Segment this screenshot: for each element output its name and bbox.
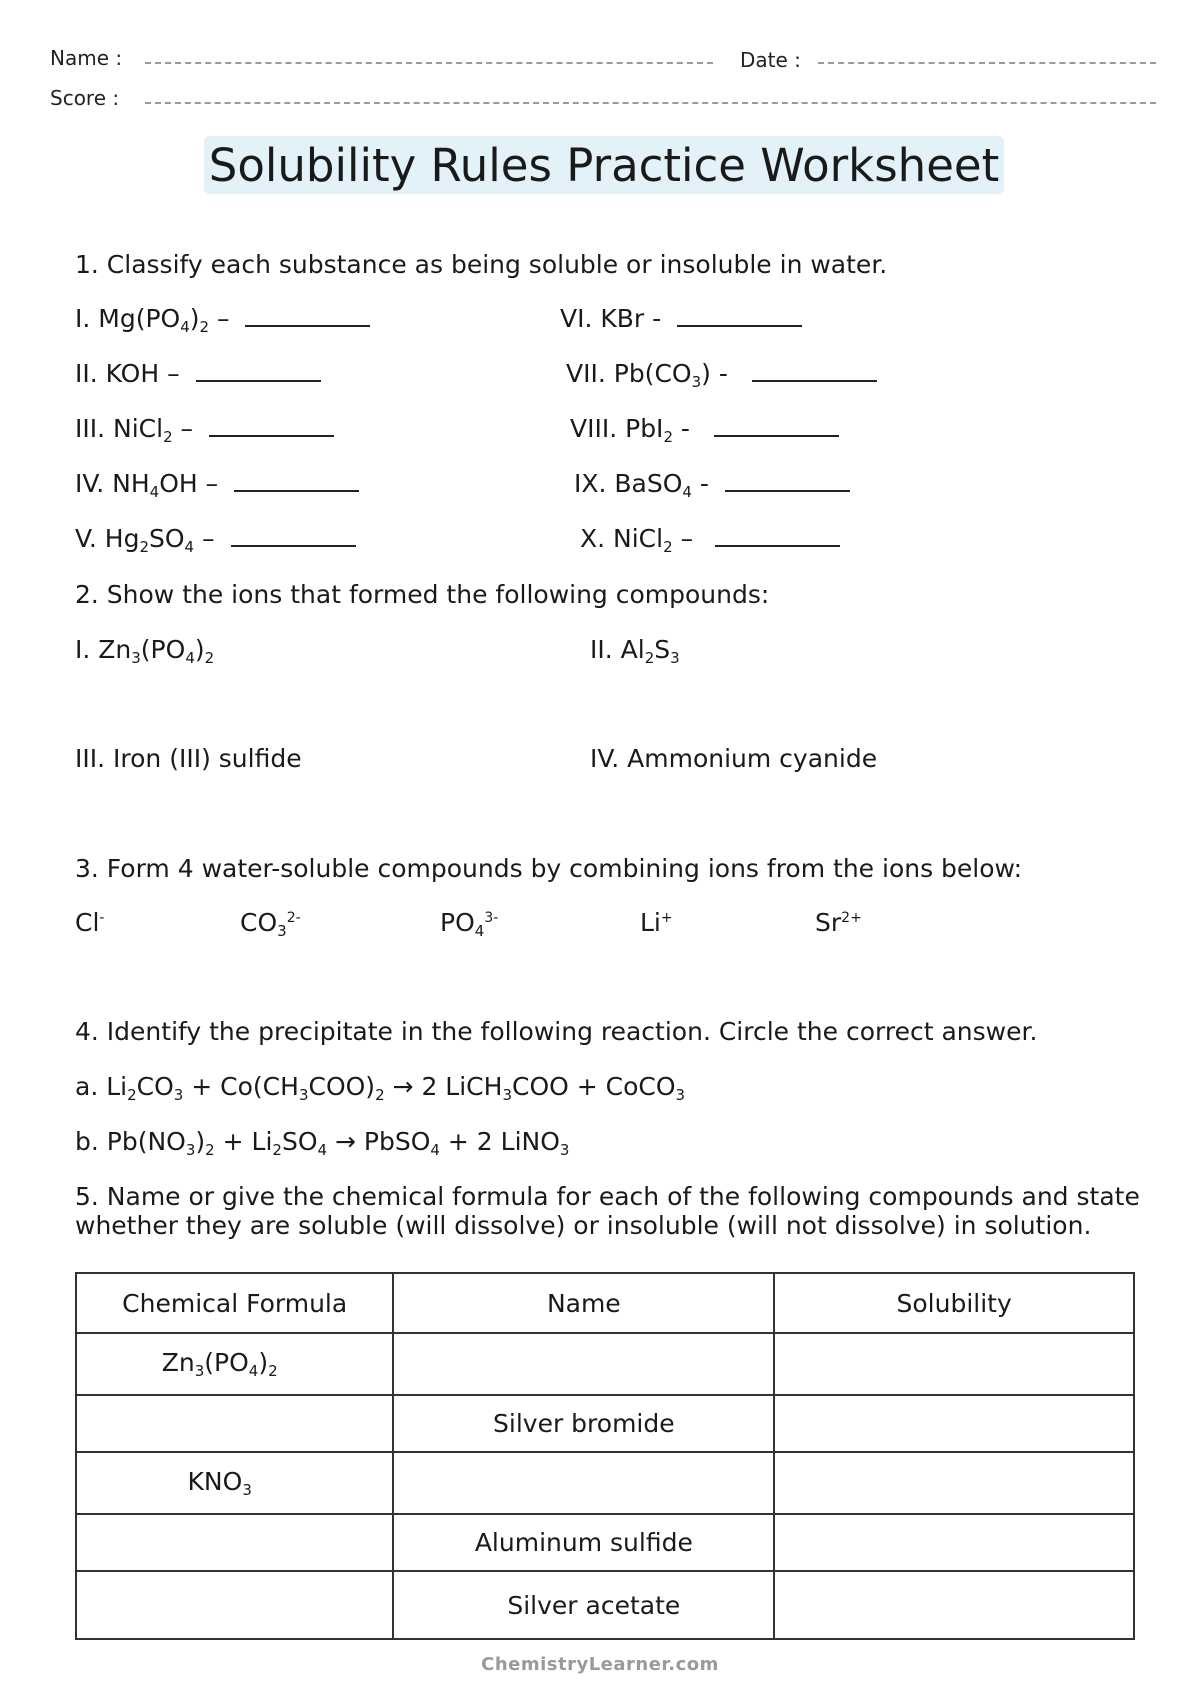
table-row (76, 1395, 1134, 1452)
answer-blank[interactable] (752, 360, 877, 382)
ion-carbonate: $CO_3^{2-}$ (240, 908, 301, 940)
q3-prompt: 3. Form 4 water-soluble compounds by combining ions from the ions below: (75, 854, 1023, 883)
q4-reaction-a: a. $Li_2CO_3 + Co(CH_3COO)_2 \to 2$ LiCH$_3$COO + CoCO$_3$ (75, 1072, 686, 1104)
answer-blank[interactable] (234, 470, 359, 492)
formula-cell[interactable] (76, 1395, 393, 1452)
solubility-cell[interactable] (774, 1571, 1134, 1639)
ion-phosphate: $PO_4^{3-}$ (440, 908, 499, 940)
answer-blank[interactable] (677, 305, 802, 327)
table-row (76, 1514, 1134, 1571)
answer-blank[interactable] (231, 525, 356, 547)
name-cell[interactable] (393, 1452, 774, 1514)
answer-blank[interactable] (209, 415, 334, 437)
q1-item-2: II. KOH – (75, 359, 321, 388)
q1-item-8: VIII. PbI$_2$ - (570, 414, 839, 446)
formula-cell[interactable] (76, 1514, 393, 1571)
q1-prompt: 1. Classify each substance as being soluble or insoluble in water. (75, 250, 888, 279)
formula-cell[interactable] (76, 1571, 393, 1639)
score-label: Score : (50, 86, 120, 110)
answer-blank[interactable] (715, 525, 840, 547)
q5-prompt: 5. Name or give the chemical formula for each of the following compounds and state whether they are soluble (will dissolve) or insoluble (will not dissolve) in solution. (75, 1182, 1140, 1240)
table-row (76, 1333, 1134, 1395)
name-cell: Silver bromide (393, 1395, 774, 1452)
formula-cell: $Zn_3(PO_4)_2$ (76, 1333, 393, 1395)
answer-blank[interactable] (196, 360, 321, 382)
ion-chloride: Cl- (75, 908, 105, 937)
q1-item-4: IV. $NH_4OH$ – (75, 469, 359, 501)
q1-item-7: VII. $Pb(CO_3)$ - (566, 359, 877, 391)
name-label: Name : (50, 46, 123, 70)
name-field[interactable] (145, 62, 713, 64)
q4-prompt: 4. Identify the precipitate in the following reaction. Circle the correct answer. (75, 1017, 1038, 1046)
q1-item-6: VI. KBr - (560, 304, 802, 333)
table-row (76, 1452, 1134, 1514)
q4-reaction-b: b. $Pb(NO_3)_2 + Li_2SO_4$ → PbSO$_4$ + 2 LiNO$_3$ (75, 1127, 570, 1159)
q2-prompt: 2. Show the ions that formed the following compounds: (75, 580, 770, 609)
table-header-row (76, 1273, 1134, 1333)
answer-blank[interactable] (725, 470, 850, 492)
ion-lithium: Li+ (640, 908, 673, 937)
ion-strontium: $Sr^{2+}$ (815, 908, 862, 937)
header-name: Name (393, 1273, 774, 1333)
header-chemical-formula: Chemical Formula (76, 1273, 393, 1333)
solubility-cell[interactable] (774, 1452, 1134, 1514)
table-row (76, 1571, 1134, 1639)
name-cell: Aluminum sulfide (393, 1514, 774, 1571)
title-banner (204, 136, 1004, 194)
q1-item-5: V. $Hg_2SO_4$ – (75, 524, 356, 556)
date-field[interactable] (818, 62, 1156, 64)
footer-credit: ChemistryLearner.com (481, 1654, 719, 1675)
score-field[interactable] (145, 102, 1156, 104)
q1-item-9: IX. BaSO$_4$ - (574, 469, 850, 501)
name-cell: Silver acetate (393, 1571, 774, 1639)
solubility-cell[interactable] (774, 1395, 1134, 1452)
q2-item-iii: III. Iron (III) sulfide (75, 744, 302, 773)
name-cell[interactable] (393, 1333, 774, 1395)
q2-item-i: I. $Zn_3(PO_4)_2$ (75, 635, 215, 667)
answer-blank[interactable] (714, 415, 839, 437)
answer-blank[interactable] (245, 305, 370, 327)
formula-cell: $KNO_3$ (76, 1452, 393, 1514)
solubility-table (75, 1272, 1135, 1640)
q1-item-10: X. NiCl$_2$ – (580, 524, 840, 556)
solubility-cell[interactable] (774, 1514, 1134, 1571)
page-title: Solubility Rules Practice Worksheet (208, 138, 1000, 192)
q1-item-3: III. NiCl$_2$ – (75, 414, 334, 446)
header-solubility: Solubility (774, 1273, 1134, 1333)
solubility-cell[interactable] (774, 1333, 1134, 1395)
q2-item-iv: IV. Ammonium cyanide (590, 744, 878, 773)
q1-item-1: I. $Mg(PO_4)_2$ – (75, 304, 370, 336)
q2-item-ii: II. $Al_2S_3$ (590, 635, 680, 667)
date-label: Date : (740, 48, 801, 72)
